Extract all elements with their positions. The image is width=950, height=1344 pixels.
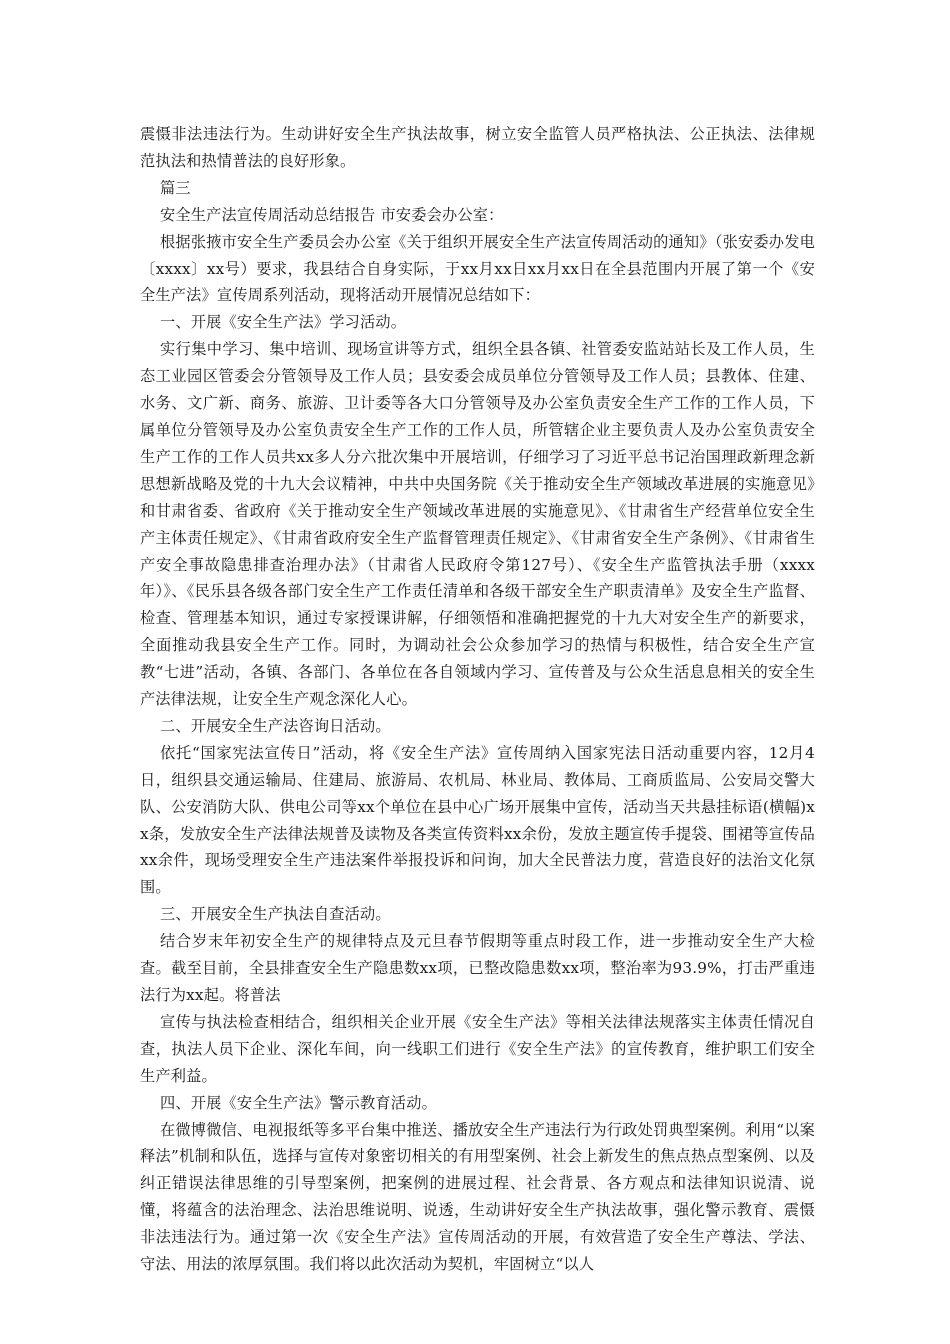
paragraph: 依托“国家宪法宣传日”活动，将《安全生产法》宣传周纳入国家宪法日活动重要内容，12月4日，组织县交通运输局、住建局、旅游局、农机局、林业局、教体局、工商质监局、公安局交警大队、公安消防大队、供电公司等xx个单位在县中心广场开展集中宣传，活动当天共悬挂标语(横幅)xx条，发放安全生产法律法规普及读物及各类宣传资料xx余份，发放主题宣传手提袋、围裙等宣传品xx余件，现场受理安全生产违法案件举报投诉和问询，加大全民普法力度，营造良好的法治文化氛围。: [140, 743, 815, 897]
section-heading: 篇三: [160, 178, 191, 197]
paragraph: 宣传与执法检查相结合，组织相关企业开展《安全生产法》等相关法律法规落实主体责任情况自查，执法人员下企业、深化车间，向一线职工们进行《安全生产法》的宣传教育，维护职工们安全生产利益。: [140, 1012, 815, 1085]
section-heading: 二、开展安全生产法咨询日活动。: [160, 716, 391, 735]
paragraph: 震慑非法违法行为。生动讲好安全生产执法故事，树立安全监管人员严格执法、公正执法、法律规范执法和热情普法的良好形象。: [140, 125, 815, 170]
section-heading: 三、开展安全生产执法自查活动。: [160, 905, 391, 924]
section-heading: 一、开展《安全生产法》学习活动。: [160, 313, 407, 332]
paragraph: 结合岁末年初安全生产的规律特点及元旦春节假期等重点时段工作，进一步推动安全生产大检查。截至目前，全县排查安全生产隐患数xx项，已整改隐患数xx项，整治率为93.9%，打击严重违法行为xx起。将普法: [140, 932, 815, 1004]
paragraph: 在微博微信、电视报纸等多平台集中推送、播放安全生产违法行为行政处罚典型案例。利用“以案释法”机制和队伍，选择与宣传对象密切相关的有用型案例、社会上新发生的焦点热点型案例、以及纠正错误法律思维的引导型案例，把案例的进展过程、社会背景、各方观点和法律知识说清、说懂，将蕴含的法治理念、法治思维说明、说透，生动讲好安全生产执法故事，强化警示教育、震慑非法违法行为。通过第一次《安全生产法》宣传周活动的开展，有效营造了安全生产尊法、学法、守法、用法的浓厚氛围。我们将以此次活动为契机，牢固树立“以人: [140, 1120, 815, 1274]
paragraph: 根据张掖市安全生产委员会办公室《关于组织开展安全生产法宣传周活动的通知》（张安委办发电〔xxxx〕xx号）要求，我县结合自身实际，于xx月xx日xx月xx日在全县范围内开展了第一个《安全生产法》宣传周系列活动，现将活动开展情况总结如下：: [140, 232, 815, 305]
document-body: [140, 121, 815, 1278]
section-heading: 四、开展《安全生产法》警示教育活动。: [160, 1093, 437, 1112]
report-title: 安全生产法宣传周活动总结报告 市安委会办公室：: [160, 205, 504, 224]
paragraph: 实行集中学习、集中培训、现场宣讲等方式，组织全县各镇、社管委安监站站长及工作人员，生态工业园区管委会分管领导及工作人员；县安委会成员单位分管领导及工作人员；县教体、住建、水务、文广新、商务、旅游、卫计委等各大口分管领导及办公室负责安全生产工作的工作人员，下属单位分管领导及办公室负责安全生产工作的工作人员，所管辖企业主要负责人及办公室负责安全生产工作的工作人员共xx多人分六批次集中开展培训，仔细学习了习近平总书记治国理政新理念新思想新战略及党的十九大会议精神，中共中央国务院《关于推动安全生产领域改革进展的实施意见》和甘肃省委、省政府《关于推动安全生产领域改革进展的实施意见》、《甘肃省生产经营单位安全生产主体责任规定》、《甘肃省政府安全生产监督管理责任规定》、《甘肃省安全生产条例》、《甘肃省生产安全事故隐患排查治理办法》（甘肃省人民政府令第127号）、《安全生产监管执法手册（xxxx年）》、《民乐县各级各部门安全生产工作责任清单和各级干部安全生产职责清单》及安全生产监督、检查、管理基本知识，通过专家授课讲解，仔细领悟和准确把握党的十九大对安全生产的新要求，全面推动我县安全生产工作。同时，为调动社会公众参加学习的热情与积极性，结合安全生产宣教“七进”活动，各镇、各部门、各单位在各自领域内学习、宣传普及与公众生活息息相关的安全生产法律法规，让安全生产观念深化人心。: [140, 340, 815, 709]
